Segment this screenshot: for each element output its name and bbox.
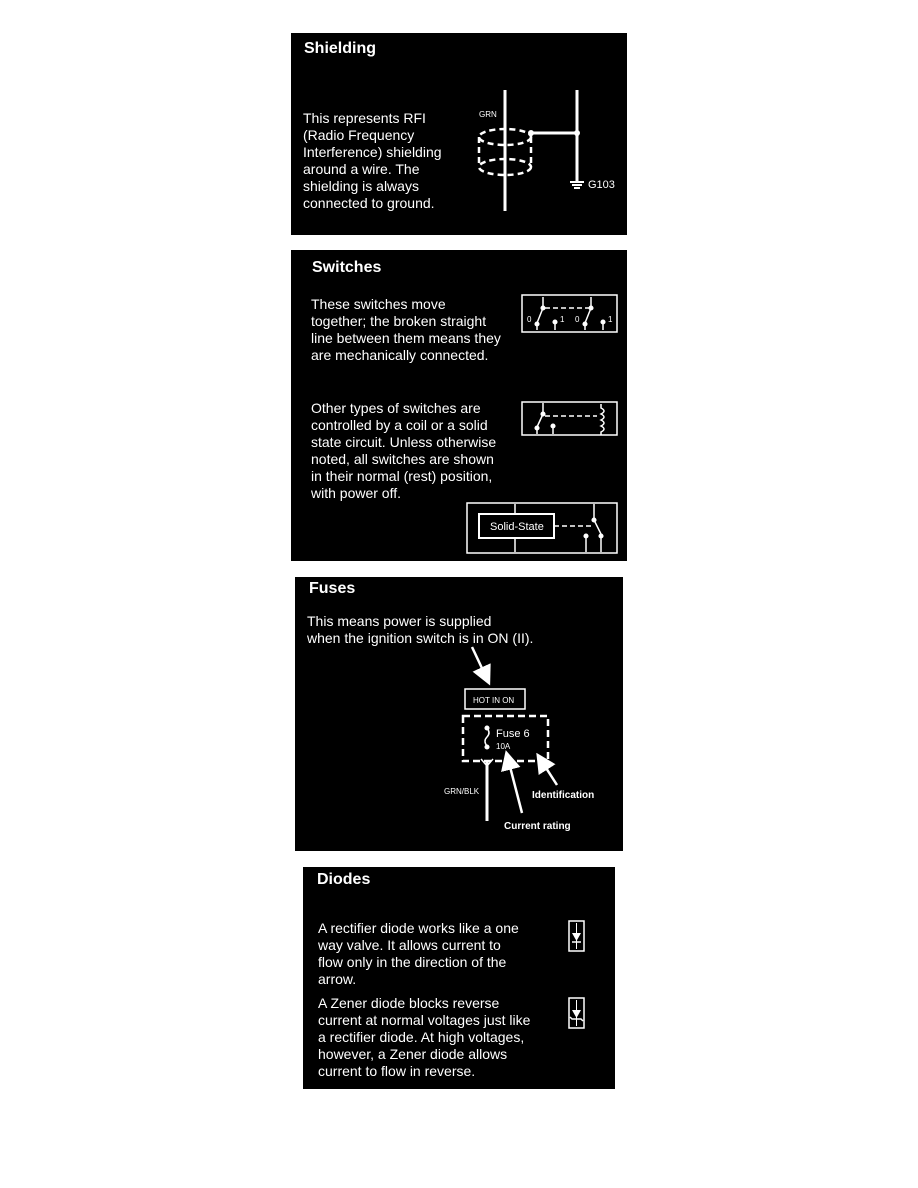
coil-icon <box>601 404 604 435</box>
diodes-diagram <box>303 867 615 1089</box>
ganged-switch-left <box>535 297 557 330</box>
identification-arrow <box>539 757 557 785</box>
identification-label: Identification <box>532 790 595 801</box>
fuses-panel <box>295 577 623 851</box>
fuses-title: Fuses <box>309 580 356 597</box>
fuse-wire-label: GRN/BLK <box>444 787 480 796</box>
ground-label: G103 <box>588 179 615 191</box>
diodes-description-1: A rectifier diode works like a one way valve. It allows current to flow only in the direction of the arrow. <box>318 920 519 987</box>
fuses-description: This means power is supplied when the ignition switch is in ON (II). <box>307 613 534 646</box>
switches-panel <box>291 250 627 561</box>
fuse-rating: 10A <box>496 742 511 751</box>
hot-in-on-label: HOT IN ON <box>473 696 515 705</box>
ganged-left-pos-1: 1 <box>560 315 565 324</box>
ganged-left-pos-0: 0 <box>527 315 532 324</box>
shielding-diagram <box>291 33 627 235</box>
fuse-icon <box>485 726 489 749</box>
current-rating-arrow <box>507 755 522 813</box>
diodes-panel <box>303 867 615 1089</box>
current-rating-label: Current rating <box>504 821 571 832</box>
coil-switch <box>535 403 597 434</box>
switches-diagram <box>291 250 627 561</box>
ganged-right-pos-1: 1 <box>608 315 613 324</box>
ground-icon <box>570 182 584 188</box>
switches-title: Switches <box>312 259 382 276</box>
shielding-description: This represents RFI (Radio Frequency Interference) shielding around a wire. The shielding is always connected to ground. <box>303 110 442 211</box>
ganged-right-pos-0: 0 <box>575 315 580 324</box>
solid-state-label: Solid-State <box>490 521 544 533</box>
switches-description-1: These switches move together; the broken straight line between them means they are mechanically connected. <box>311 296 501 363</box>
shielding-panel <box>291 33 627 235</box>
solid-state-switch <box>584 504 603 552</box>
zener-diode-icon <box>569 998 584 1028</box>
fuse-name: Fuse 6 <box>496 728 530 740</box>
diodes-title: Diodes <box>317 871 371 888</box>
shielding-wire-label: GRN <box>479 110 497 119</box>
ganged-switch-right <box>583 297 605 330</box>
shielding-title: Shielding <box>304 40 376 57</box>
fuses-diagram <box>295 577 623 851</box>
hot-in-on-arrow <box>472 647 488 681</box>
diodes-description-2: A Zener diode blocks reverse current at normal voltages just like a rectifier diode. At high voltages, however, a Zener diode allows current to flow in reverse. <box>318 995 531 1079</box>
switches-description-2: Other types of switches are controlled by a coil or a solid state circuit. Unless otherwise noted, all switches are shown in their normal (rest) position, with power off. <box>311 400 497 501</box>
rectifier-diode-icon <box>569 921 584 951</box>
